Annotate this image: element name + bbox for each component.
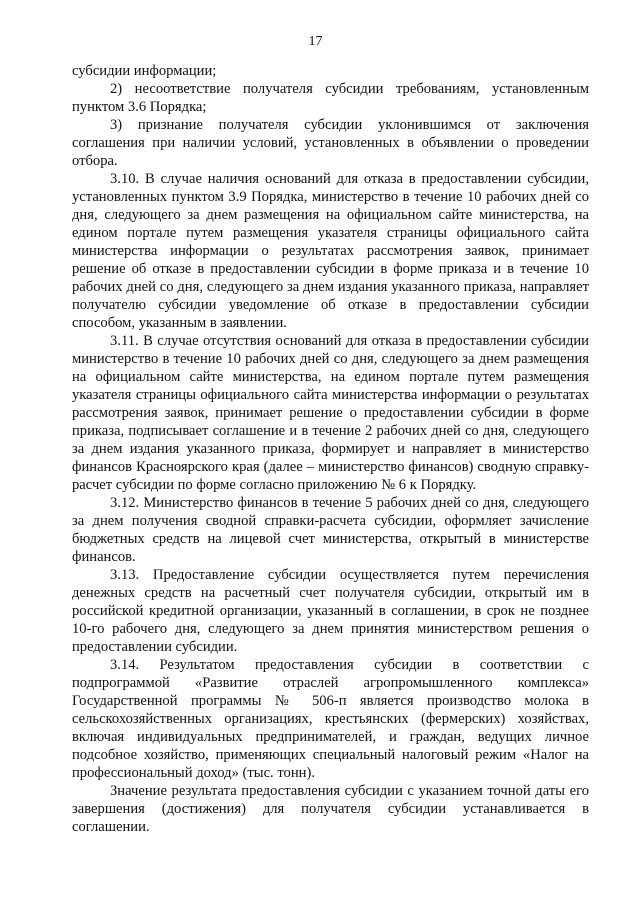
paragraph-3-10: 3.10. В случае наличия оснований для отказа в предоставлении субсидии, установленных пунктом 3.9 Порядка, министерство в течение 10 рабочих дней со дня, следующего за днем размещения на официальном сайте министерства, на едином портале путем размещения указателя страницы официального сайта министерства информации о результатах рассмотрения заявок, принимает решение об отказе в предоставлении субсидии в форме приказа и в течение 10 рабочих дней со дня, следующего за днем издания указанного приказа, направляет получателю субсидии уведомление об отказе в предоставлении субсидии способом, указанным в заявлении. — [72, 171, 589, 331]
paragraph-3-13: 3.13. Предоставление субсидии осуществляется путем перечисления денежных средств на расчетный счет получателя субсидии, открытый им в российской кредитной организации, указанный в соглашении, в срок не позднее 10-го рабочего дня, следующего за днем принятия министерством решения о предоставлении субсидии. — [72, 567, 589, 655]
paragraph-continuation: субсидии информации; — [72, 63, 217, 79]
paragraph-3-14: 3.14. Результатом предоставления субсидии в соответствии с подпрограммой «Развитие отраслей агропромышленного комплекса» Государственной программы № 506-п является производство молока в сельскохозяйственных организациях, крестьянских (фермерских) хозяйствах, включая индивидуальных предпринимателей, и граждан, ведущих личное подсобное хозяйство, применяющих специальный налоговый режим «Налог на профессиональный доход» (тыс. тонн). — [72, 657, 589, 781]
paragraph-3-11: 3.11. В случае отсутствия оснований для отказа в предоставлении субсидии министерство в течение 10 рабочих дней со дня, следующего за днем размещения на официальном сайте министерства, на едином портале путем размещения указателя страницы официального сайта министерства информации о результатах рассмотрения заявок, принимает решение о предоставлении субсидии в форме приказа, подписывает соглашение и в течение 2 рабочих дней со дня, следующего за днем издания указанного приказа, формирует и направляет в министерство финансов Красноярского края (далее – министерство финансов) сводную справку-расчет субсидии по форме согласно приложению № 6 к Порядку. — [72, 333, 589, 493]
paragraph-item-3: 3) признание получателя субсидии уклонившимся от заключения соглашения при наличии условий, установленных в объявлении о проведении отбора. — [72, 117, 589, 169]
document-body — [72, 62, 589, 836]
paragraph-result-value: Значение результата предоставления субсидии с указанием точной даты его завершения (достижения) для получателя субсидии устанавливается в соглашении. — [72, 783, 589, 835]
paragraph-item-2: 2) несоответствие получателя субсидии требованиям, установленным пунктом 3.6 Порядка; — [72, 81, 589, 115]
page-number: 17 — [308, 34, 323, 49]
paragraph-3-12: 3.12. Министерство финансов в течение 5 рабочих дней со дня, следующего за днем получения сводной справки-расчета субсидии, оформляет зачисление бюджетных средств на лицевой счет министерства, открытый в министерстве финансов. — [72, 495, 589, 565]
